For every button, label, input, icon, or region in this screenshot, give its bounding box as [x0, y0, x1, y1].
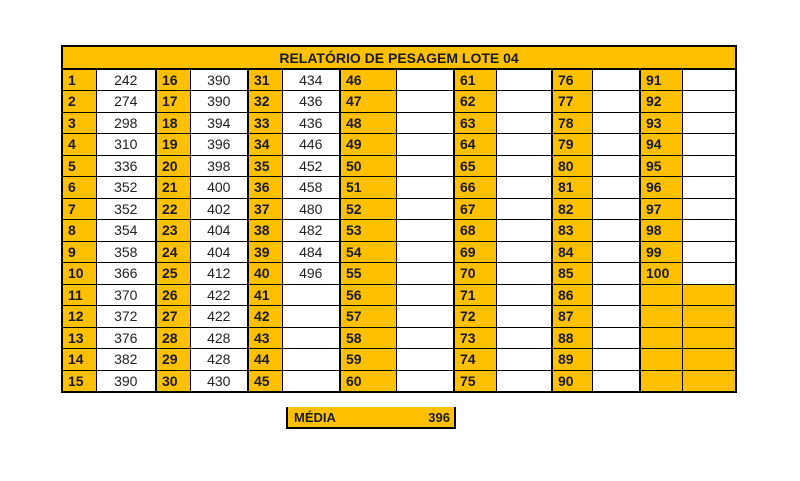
weight-value [496, 220, 552, 242]
weight-value [396, 349, 454, 371]
weight-index: 78 [552, 112, 592, 134]
weight-value: 354 [96, 220, 156, 242]
weight-value [496, 306, 552, 328]
weighing-report [61, 45, 735, 393]
weight-value [592, 241, 640, 263]
table-row [62, 349, 736, 371]
weight-index: 82 [552, 198, 592, 220]
weight-value: 452 [282, 155, 340, 177]
weight-value [496, 134, 552, 156]
weight-index: 79 [552, 134, 592, 156]
weight-value: 352 [96, 177, 156, 199]
weight-value [496, 241, 552, 263]
weight-value [496, 177, 552, 199]
weight-value: 390 [190, 69, 248, 91]
weight-index: 90 [552, 370, 592, 392]
weight-index: 50 [340, 155, 396, 177]
weight-value [496, 91, 552, 113]
weight-value [396, 241, 454, 263]
table-row [62, 241, 736, 263]
weight-value [592, 263, 640, 285]
weight-value: 404 [190, 241, 248, 263]
weight-value [396, 91, 454, 113]
weight-index: 62 [454, 91, 496, 113]
weight-value: 480 [282, 198, 340, 220]
weight-index: 93 [640, 112, 682, 134]
weight-value: 390 [96, 370, 156, 392]
table-row [62, 155, 736, 177]
weight-value: 428 [190, 349, 248, 371]
weight-index: 84 [552, 241, 592, 263]
weight-index: 71 [454, 284, 496, 306]
weight-value: 436 [282, 91, 340, 113]
weight-value: 436 [282, 112, 340, 134]
weight-index: 80 [552, 155, 592, 177]
weight-value [682, 134, 736, 156]
weight-index: 76 [552, 69, 592, 91]
weight-value [396, 155, 454, 177]
weight-value [282, 327, 340, 349]
weight-value [682, 263, 736, 285]
weight-index: 28 [156, 327, 190, 349]
weight-index: 31 [248, 69, 282, 91]
weight-value: 422 [190, 284, 248, 306]
weight-value: 394 [190, 112, 248, 134]
table-row [62, 284, 736, 306]
weight-index: 88 [552, 327, 592, 349]
weight-value [496, 370, 552, 392]
weight-index: 66 [454, 177, 496, 199]
weight-index: 87 [552, 306, 592, 328]
weight-index: 74 [454, 349, 496, 371]
weight-value [396, 69, 454, 91]
weight-index: 63 [454, 112, 496, 134]
weight-index: 38 [248, 220, 282, 242]
weight-value [396, 112, 454, 134]
table-row [62, 198, 736, 220]
weight-value [592, 220, 640, 242]
weight-index: 57 [340, 306, 396, 328]
weight-index: 72 [454, 306, 496, 328]
weight-index: 17 [156, 91, 190, 113]
weight-value [682, 91, 736, 113]
weight-index: 1 [62, 69, 96, 91]
weight-index: 45 [248, 370, 282, 392]
weight-value [282, 284, 340, 306]
weight-index: 14 [62, 349, 96, 371]
weight-index: 9 [62, 241, 96, 263]
weight-value: 372 [96, 306, 156, 328]
weight-index: 33 [248, 112, 282, 134]
weight-index: 81 [552, 177, 592, 199]
weight-value [592, 155, 640, 177]
weight-index: 65 [454, 155, 496, 177]
average-value: 396 [428, 410, 450, 425]
weight-value [282, 349, 340, 371]
weight-value [396, 220, 454, 242]
weight-index: 11 [62, 284, 96, 306]
weight-value: 428 [190, 327, 248, 349]
weight-index: 96 [640, 177, 682, 199]
weight-value [682, 284, 736, 306]
weight-index: 29 [156, 349, 190, 371]
weight-index: 21 [156, 177, 190, 199]
weight-value: 422 [190, 306, 248, 328]
weight-index: 54 [340, 241, 396, 263]
weight-value [592, 284, 640, 306]
table-row [62, 112, 736, 134]
weight-index: 83 [552, 220, 592, 242]
weight-value: 366 [96, 263, 156, 285]
weight-value [682, 306, 736, 328]
weight-value [682, 198, 736, 220]
weight-index: 61 [454, 69, 496, 91]
weight-index: 100 [640, 263, 682, 285]
weight-value: 484 [282, 241, 340, 263]
weight-value: 482 [282, 220, 340, 242]
weight-value [592, 198, 640, 220]
weight-value: 336 [96, 155, 156, 177]
weight-value [682, 69, 736, 91]
weight-value: 358 [96, 241, 156, 263]
weight-index: 70 [454, 263, 496, 285]
weight-index: 35 [248, 155, 282, 177]
weight-index: 58 [340, 327, 396, 349]
weight-index: 52 [340, 198, 396, 220]
weight-value [682, 177, 736, 199]
weight-index [640, 370, 682, 392]
table-row [62, 263, 736, 285]
weight-value [496, 263, 552, 285]
weight-value [592, 370, 640, 392]
average-label: MÉDIA [294, 410, 336, 425]
weight-value: 390 [190, 91, 248, 113]
weight-index: 12 [62, 306, 96, 328]
table-row [62, 134, 736, 156]
weight-index: 48 [340, 112, 396, 134]
weight-index: 43 [248, 327, 282, 349]
weight-value: 402 [190, 198, 248, 220]
weight-value [396, 134, 454, 156]
weight-value [592, 134, 640, 156]
weight-index: 34 [248, 134, 282, 156]
weight-index: 16 [156, 69, 190, 91]
weight-value: 396 [190, 134, 248, 156]
weight-index: 2 [62, 91, 96, 113]
weight-index: 98 [640, 220, 682, 242]
table-row [62, 177, 736, 199]
weight-value [496, 284, 552, 306]
weight-value [592, 91, 640, 113]
weight-value [682, 155, 736, 177]
weight-value: 404 [190, 220, 248, 242]
weight-index [640, 284, 682, 306]
weight-index: 77 [552, 91, 592, 113]
table-row [62, 220, 736, 242]
weight-value: 434 [282, 69, 340, 91]
weight-value [282, 306, 340, 328]
weight-value: 458 [282, 177, 340, 199]
weight-index: 49 [340, 134, 396, 156]
weight-value: 430 [190, 370, 248, 392]
weight-index: 32 [248, 91, 282, 113]
weight-index: 95 [640, 155, 682, 177]
weight-index: 22 [156, 198, 190, 220]
weight-index: 60 [340, 370, 396, 392]
weight-index: 53 [340, 220, 396, 242]
weight-index: 23 [156, 220, 190, 242]
weight-value: 376 [96, 327, 156, 349]
weight-index: 89 [552, 349, 592, 371]
weight-value: 274 [96, 91, 156, 113]
weight-index: 18 [156, 112, 190, 134]
weight-index: 6 [62, 177, 96, 199]
weight-value [682, 112, 736, 134]
weight-value: 496 [282, 263, 340, 285]
weight-value [396, 177, 454, 199]
weight-index: 30 [156, 370, 190, 392]
weight-index: 75 [454, 370, 496, 392]
weight-value [496, 155, 552, 177]
weight-index: 5 [62, 155, 96, 177]
weight-value [396, 198, 454, 220]
weight-index: 97 [640, 198, 682, 220]
weight-index: 36 [248, 177, 282, 199]
weight-index: 85 [552, 263, 592, 285]
weight-index: 68 [454, 220, 496, 242]
weight-value: 446 [282, 134, 340, 156]
weight-value [496, 349, 552, 371]
weight-index: 47 [340, 91, 396, 113]
weight-index: 27 [156, 306, 190, 328]
weight-index: 59 [340, 349, 396, 371]
weight-index: 13 [62, 327, 96, 349]
weight-index: 4 [62, 134, 96, 156]
weight-value: 310 [96, 134, 156, 156]
weight-value: 400 [190, 177, 248, 199]
weight-index: 39 [248, 241, 282, 263]
weight-value [396, 370, 454, 392]
weight-index: 44 [248, 349, 282, 371]
weight-index: 55 [340, 263, 396, 285]
weight-index: 25 [156, 263, 190, 285]
weight-value: 370 [96, 284, 156, 306]
weight-index: 26 [156, 284, 190, 306]
weight-value [496, 112, 552, 134]
weight-index: 56 [340, 284, 396, 306]
weight-index: 7 [62, 198, 96, 220]
report-title: RELATÓRIO DE PESAGEM LOTE 04 [62, 46, 736, 69]
weight-value [682, 220, 736, 242]
table-row [62, 69, 736, 91]
weight-value [592, 177, 640, 199]
weight-value [496, 327, 552, 349]
weight-value [682, 370, 736, 392]
weight-index: 64 [454, 134, 496, 156]
weight-value [282, 370, 340, 392]
weight-index: 69 [454, 241, 496, 263]
weight-value [592, 69, 640, 91]
weighing-table [61, 45, 737, 393]
table-row [62, 91, 736, 113]
weight-value [396, 263, 454, 285]
weight-value: 298 [96, 112, 156, 134]
weight-index: 41 [248, 284, 282, 306]
weight-value [592, 349, 640, 371]
weight-index: 42 [248, 306, 282, 328]
weight-value [682, 327, 736, 349]
weight-index: 51 [340, 177, 396, 199]
weight-index: 73 [454, 327, 496, 349]
weight-index: 8 [62, 220, 96, 242]
weight-index: 15 [62, 370, 96, 392]
weight-index: 10 [62, 263, 96, 285]
weight-index: 37 [248, 198, 282, 220]
weight-value: 382 [96, 349, 156, 371]
weight-index: 3 [62, 112, 96, 134]
weight-value [396, 306, 454, 328]
weight-value: 242 [96, 69, 156, 91]
weight-index [640, 306, 682, 328]
weight-index: 86 [552, 284, 592, 306]
weight-index: 40 [248, 263, 282, 285]
weight-value [592, 306, 640, 328]
weight-index: 67 [454, 198, 496, 220]
table-row [62, 306, 736, 328]
weight-index: 46 [340, 69, 396, 91]
weight-value [396, 327, 454, 349]
average-box [286, 407, 456, 429]
table-row [62, 370, 736, 392]
weight-index [640, 327, 682, 349]
weight-index: 20 [156, 155, 190, 177]
weight-value [496, 69, 552, 91]
table-row [62, 327, 736, 349]
weight-index: 19 [156, 134, 190, 156]
weight-value [682, 349, 736, 371]
weight-value: 412 [190, 263, 248, 285]
weight-index [640, 349, 682, 371]
weight-value [496, 198, 552, 220]
weight-index: 94 [640, 134, 682, 156]
weight-index: 99 [640, 241, 682, 263]
weight-value [592, 112, 640, 134]
weight-value: 398 [190, 155, 248, 177]
weight-value [396, 284, 454, 306]
weight-index: 91 [640, 69, 682, 91]
weight-index: 24 [156, 241, 190, 263]
weight-index: 92 [640, 91, 682, 113]
weight-value [592, 327, 640, 349]
weight-value [682, 241, 736, 263]
weight-value: 352 [96, 198, 156, 220]
